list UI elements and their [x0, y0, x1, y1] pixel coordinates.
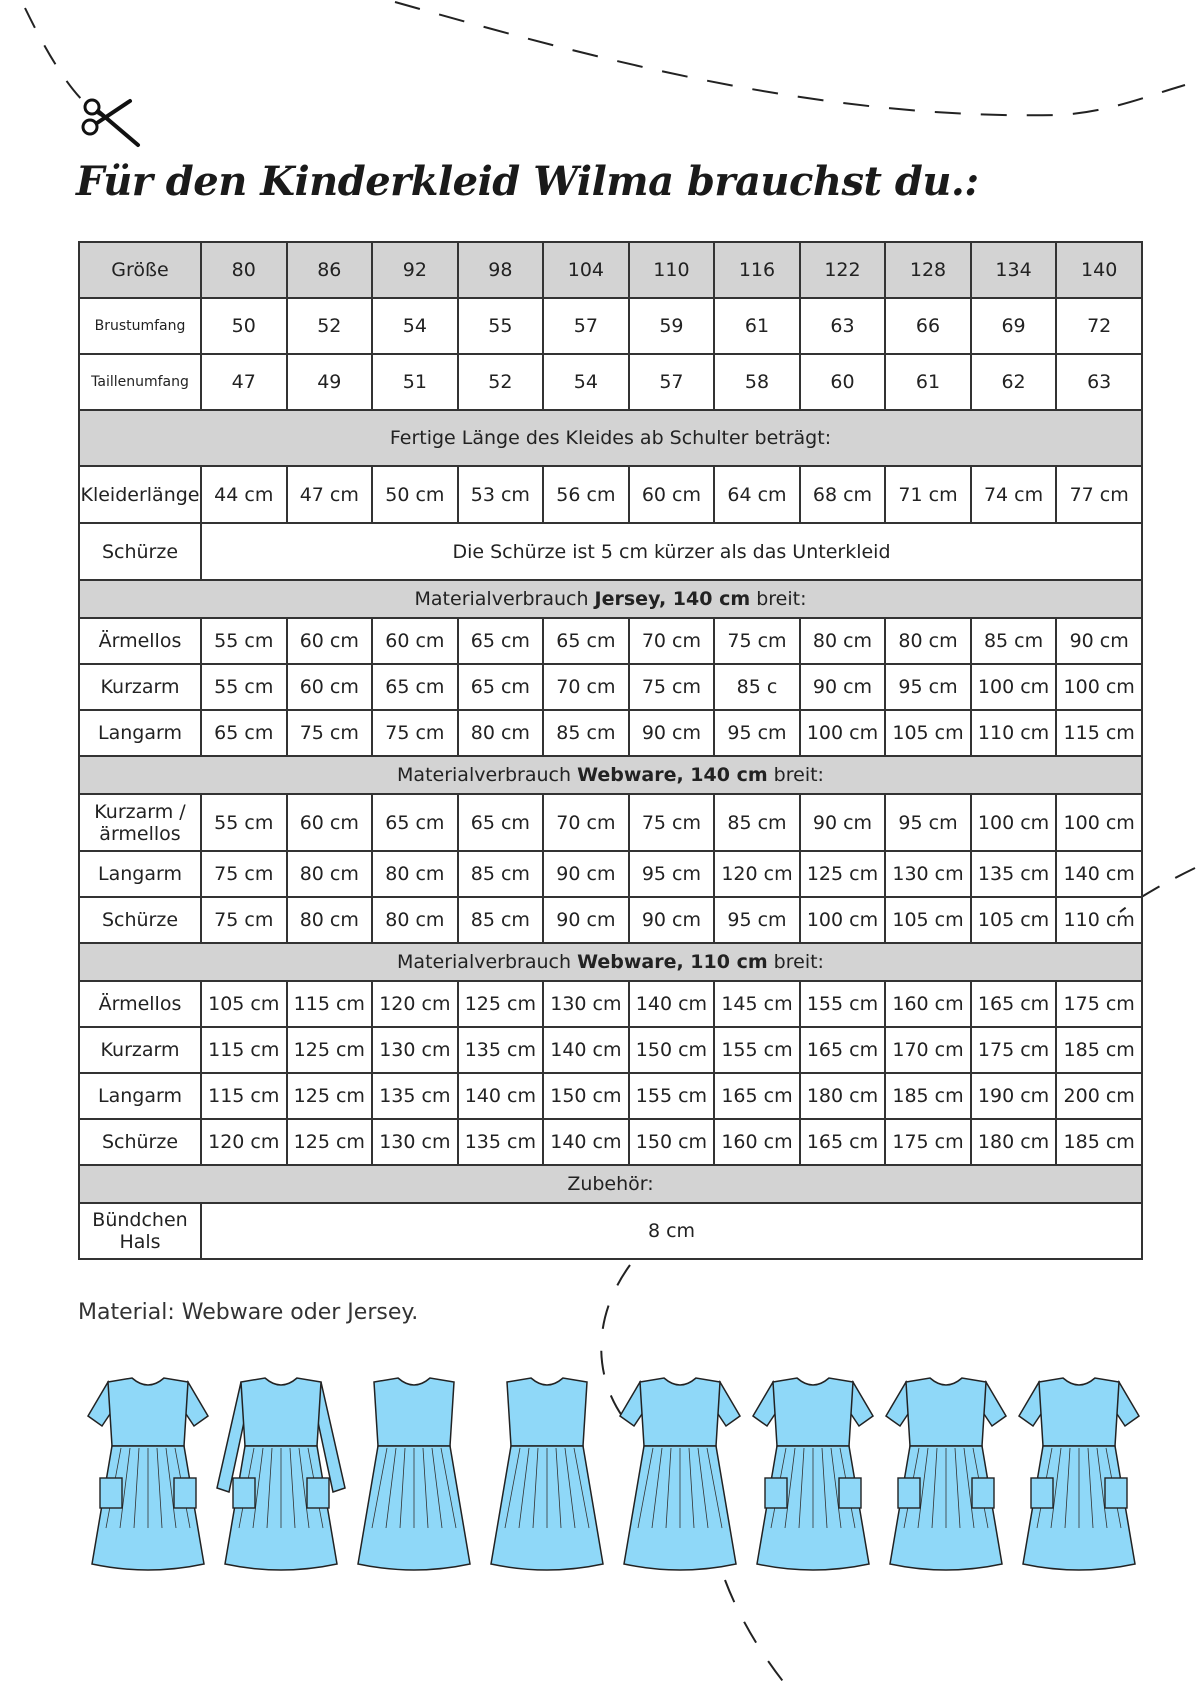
value-cell: 105 cm: [971, 897, 1057, 943]
value-cell: 145 cm: [714, 981, 800, 1027]
value-cell: 150 cm: [629, 1027, 715, 1073]
value-cell: 63: [800, 298, 886, 354]
value-cell: 51: [372, 354, 458, 410]
value-cell: 65 cm: [458, 618, 544, 664]
value-cell: 8 cm: [201, 1203, 1142, 1259]
row-label: Schürze: [79, 897, 201, 943]
value-cell: 100 cm: [800, 710, 886, 756]
value-cell: 165 cm: [714, 1073, 800, 1119]
value-cell: 130 cm: [543, 981, 629, 1027]
value-cell: 74 cm: [971, 466, 1057, 523]
value-cell: 140 cm: [629, 981, 715, 1027]
value-cell: 53 cm: [458, 466, 544, 523]
value-cell: 115 cm: [287, 981, 373, 1027]
value-cell: 75 cm: [714, 618, 800, 664]
value-cell: 80 cm: [458, 710, 544, 756]
value-cell: 135 cm: [458, 1027, 544, 1073]
value-cell: 130 cm: [372, 1119, 458, 1165]
value-cell: 65 cm: [372, 664, 458, 710]
value-cell: 120 cm: [201, 1119, 287, 1165]
value-cell: 65 cm: [543, 618, 629, 664]
value-cell: 165 cm: [800, 1119, 886, 1165]
value-cell: 75 cm: [287, 710, 373, 756]
value-cell: 49: [287, 354, 373, 410]
value-cell: 95 cm: [885, 794, 971, 851]
row-label: Langarm: [79, 851, 201, 897]
value-cell: 165 cm: [971, 981, 1057, 1027]
value-cell: 95 cm: [629, 851, 715, 897]
value-cell: 90 cm: [800, 794, 886, 851]
value-cell: 70 cm: [543, 794, 629, 851]
row-label: Ärmellos: [79, 618, 201, 664]
value-cell: 70 cm: [543, 664, 629, 710]
value-cell: 100 cm: [1056, 664, 1142, 710]
value-cell: 64 cm: [714, 466, 800, 523]
value-cell: 125 cm: [287, 1119, 373, 1165]
value-cell: 80 cm: [372, 897, 458, 943]
value-cell: 75 cm: [629, 794, 715, 851]
value-cell: 100 cm: [1056, 794, 1142, 851]
value-cell: 65 cm: [372, 794, 458, 851]
section-title: Fertige Länge des Kleides ab Schulter beträgt:: [79, 410, 1142, 466]
value-cell: 44 cm: [201, 466, 287, 523]
size-cell: 110: [629, 242, 715, 298]
value-cell: 150 cm: [629, 1119, 715, 1165]
value-cell: 69: [971, 298, 1057, 354]
row-label: Langarm: [79, 1073, 201, 1119]
value-cell: 180 cm: [800, 1073, 886, 1119]
value-cell: 105 cm: [885, 897, 971, 943]
row-label: Kurzarm / ärmellos: [79, 794, 201, 851]
dress-illustration: [620, 1378, 740, 1570]
value-cell: 50: [201, 298, 287, 354]
value-cell: 120 cm: [372, 981, 458, 1027]
value-cell: 175 cm: [1056, 981, 1142, 1027]
value-cell: 68 cm: [800, 466, 886, 523]
value-cell: 70 cm: [629, 618, 715, 664]
value-cell: 105 cm: [885, 710, 971, 756]
value-cell: 50 cm: [372, 466, 458, 523]
size-cell: 128: [885, 242, 971, 298]
value-cell: 75 cm: [629, 664, 715, 710]
row-label: Taillenumfang: [79, 354, 201, 410]
row-label: Kurzarm: [79, 1027, 201, 1073]
size-cell: 92: [372, 242, 458, 298]
value-cell: 90 cm: [800, 664, 886, 710]
value-cell: 175 cm: [971, 1027, 1057, 1073]
value-cell: 55 cm: [201, 618, 287, 664]
value-cell: 100 cm: [971, 794, 1057, 851]
value-cell: 135 cm: [372, 1073, 458, 1119]
value-cell: 58: [714, 354, 800, 410]
size-cell: 116: [714, 242, 800, 298]
dress-illustration: [88, 1378, 208, 1570]
value-cell: 150 cm: [543, 1073, 629, 1119]
value-cell: 63: [1056, 354, 1142, 410]
row-label: Langarm: [79, 710, 201, 756]
value-cell: 60 cm: [372, 618, 458, 664]
value-cell: 160 cm: [714, 1119, 800, 1165]
value-cell: 71 cm: [885, 466, 971, 523]
size-cell: 140: [1056, 242, 1142, 298]
value-cell: 130 cm: [885, 851, 971, 897]
row-label: Brustumfang: [79, 298, 201, 354]
value-cell: 115 cm: [1056, 710, 1142, 756]
value-cell: 155 cm: [629, 1073, 715, 1119]
value-cell: 115 cm: [201, 1027, 287, 1073]
dress-illustration: [358, 1378, 470, 1570]
value-cell: 95 cm: [714, 710, 800, 756]
value-cell: 56 cm: [543, 466, 629, 523]
value-cell: 65 cm: [458, 664, 544, 710]
value-cell: 65 cm: [201, 710, 287, 756]
section-title: Zubehör:: [79, 1165, 1142, 1203]
size-cell: 80: [201, 242, 287, 298]
value-cell: 140 cm: [543, 1119, 629, 1165]
row-label: Schürze: [79, 523, 201, 580]
value-cell: 140 cm: [543, 1027, 629, 1073]
value-cell: 95 cm: [885, 664, 971, 710]
value-cell: 80 cm: [287, 897, 373, 943]
size-cell: 134: [971, 242, 1057, 298]
value-cell: 85 cm: [543, 710, 629, 756]
value-cell: 57: [543, 298, 629, 354]
value-cell: 185 cm: [1056, 1027, 1142, 1073]
value-cell: 185 cm: [885, 1073, 971, 1119]
value-cell: 85 cm: [458, 851, 544, 897]
value-cell: 61: [885, 354, 971, 410]
value-cell: 90 cm: [629, 710, 715, 756]
value-cell: 52: [287, 298, 373, 354]
value-cell: 75 cm: [201, 897, 287, 943]
value-cell: 55 cm: [201, 664, 287, 710]
row-label: Schürze: [79, 1119, 201, 1165]
value-cell: 100 cm: [800, 897, 886, 943]
value-cell: 160 cm: [885, 981, 971, 1027]
dress-illustration: [753, 1378, 873, 1570]
value-cell: 62: [971, 354, 1057, 410]
value-cell: 85 cm: [714, 794, 800, 851]
value-cell: 125 cm: [458, 981, 544, 1027]
value-cell: 54: [543, 354, 629, 410]
value-cell: 59: [629, 298, 715, 354]
row-label: Ärmellos: [79, 981, 201, 1027]
dress-illustration: [1019, 1378, 1139, 1570]
value-cell: 80 cm: [800, 618, 886, 664]
value-cell: 185 cm: [1056, 1119, 1142, 1165]
value-cell: 125 cm: [287, 1073, 373, 1119]
value-cell: 60 cm: [287, 618, 373, 664]
value-cell: 130 cm: [372, 1027, 458, 1073]
value-cell: 115 cm: [201, 1073, 287, 1119]
value-cell: 80 cm: [287, 851, 373, 897]
value-cell: 80 cm: [885, 618, 971, 664]
value-cell: 140 cm: [458, 1073, 544, 1119]
value-cell: 72: [1056, 298, 1142, 354]
value-cell: 77 cm: [1056, 466, 1142, 523]
value-cell: 57: [629, 354, 715, 410]
row-label: Kurzarm: [79, 664, 201, 710]
page-title: Für den Kinderkleid Wilma brauchst du.:: [76, 158, 979, 205]
dress-illustration: [491, 1378, 603, 1570]
value-cell: 90 cm: [543, 851, 629, 897]
value-cell: 120 cm: [714, 851, 800, 897]
value-cell: 47: [201, 354, 287, 410]
value-cell: 52: [458, 354, 544, 410]
value-cell: 60: [800, 354, 886, 410]
value-cell: 100 cm: [971, 664, 1057, 710]
size-cell: 122: [800, 242, 886, 298]
value-cell: 85 cm: [458, 897, 544, 943]
value-cell: 135 cm: [971, 851, 1057, 897]
apron-note: Die Schürze ist 5 cm kürzer als das Unterkleid: [201, 523, 1142, 580]
value-cell: 65 cm: [458, 794, 544, 851]
value-cell: 90 cm: [1056, 618, 1142, 664]
value-cell: 80 cm: [372, 851, 458, 897]
value-cell: 140 cm: [1056, 851, 1142, 897]
value-cell: 175 cm: [885, 1119, 971, 1165]
value-cell: 55 cm: [201, 794, 287, 851]
value-cell: 66: [885, 298, 971, 354]
size-cell: 104: [543, 242, 629, 298]
value-cell: 60 cm: [287, 664, 373, 710]
value-cell: 54: [372, 298, 458, 354]
value-cell: 165 cm: [800, 1027, 886, 1073]
value-cell: 180 cm: [971, 1119, 1057, 1165]
value-cell: 110 cm: [1056, 897, 1142, 943]
value-cell: 105 cm: [201, 981, 287, 1027]
value-cell: 200 cm: [1056, 1073, 1142, 1119]
value-cell: 47 cm: [287, 466, 373, 523]
value-cell: 75 cm: [372, 710, 458, 756]
value-cell: 155 cm: [800, 981, 886, 1027]
value-cell: 55: [458, 298, 544, 354]
value-cell: 170 cm: [885, 1027, 971, 1073]
dress-illustration: [886, 1378, 1006, 1570]
section-title: Materialverbrauch Jersey, 140 cm breit:: [79, 580, 1142, 618]
row-label: Bündchen Hals: [79, 1203, 201, 1259]
section-title: Materialverbrauch Webware, 110 cm breit:: [79, 943, 1142, 981]
value-cell: 60 cm: [287, 794, 373, 851]
section-title: Materialverbrauch Webware, 140 cm breit:: [79, 756, 1142, 794]
value-cell: 60 cm: [629, 466, 715, 523]
value-cell: 155 cm: [714, 1027, 800, 1073]
row-label: Kleiderlänge: [79, 466, 201, 523]
value-cell: 125 cm: [800, 851, 886, 897]
value-cell: 90 cm: [543, 897, 629, 943]
value-cell: 85 cm: [971, 618, 1057, 664]
value-cell: 61: [714, 298, 800, 354]
size-cell: 86: [287, 242, 373, 298]
value-cell: 190 cm: [971, 1073, 1057, 1119]
material-note: Material: Webware oder Jersey.: [78, 1300, 419, 1325]
size-header-label: Größe: [79, 242, 201, 298]
size-cell: 98: [458, 242, 544, 298]
value-cell: 125 cm: [287, 1027, 373, 1073]
value-cell: 110 cm: [971, 710, 1057, 756]
dress-illustration: [217, 1378, 345, 1570]
value-cell: 85 c: [714, 664, 800, 710]
value-cell: 95 cm: [714, 897, 800, 943]
value-cell: 90 cm: [629, 897, 715, 943]
value-cell: 135 cm: [458, 1119, 544, 1165]
value-cell: 75 cm: [201, 851, 287, 897]
